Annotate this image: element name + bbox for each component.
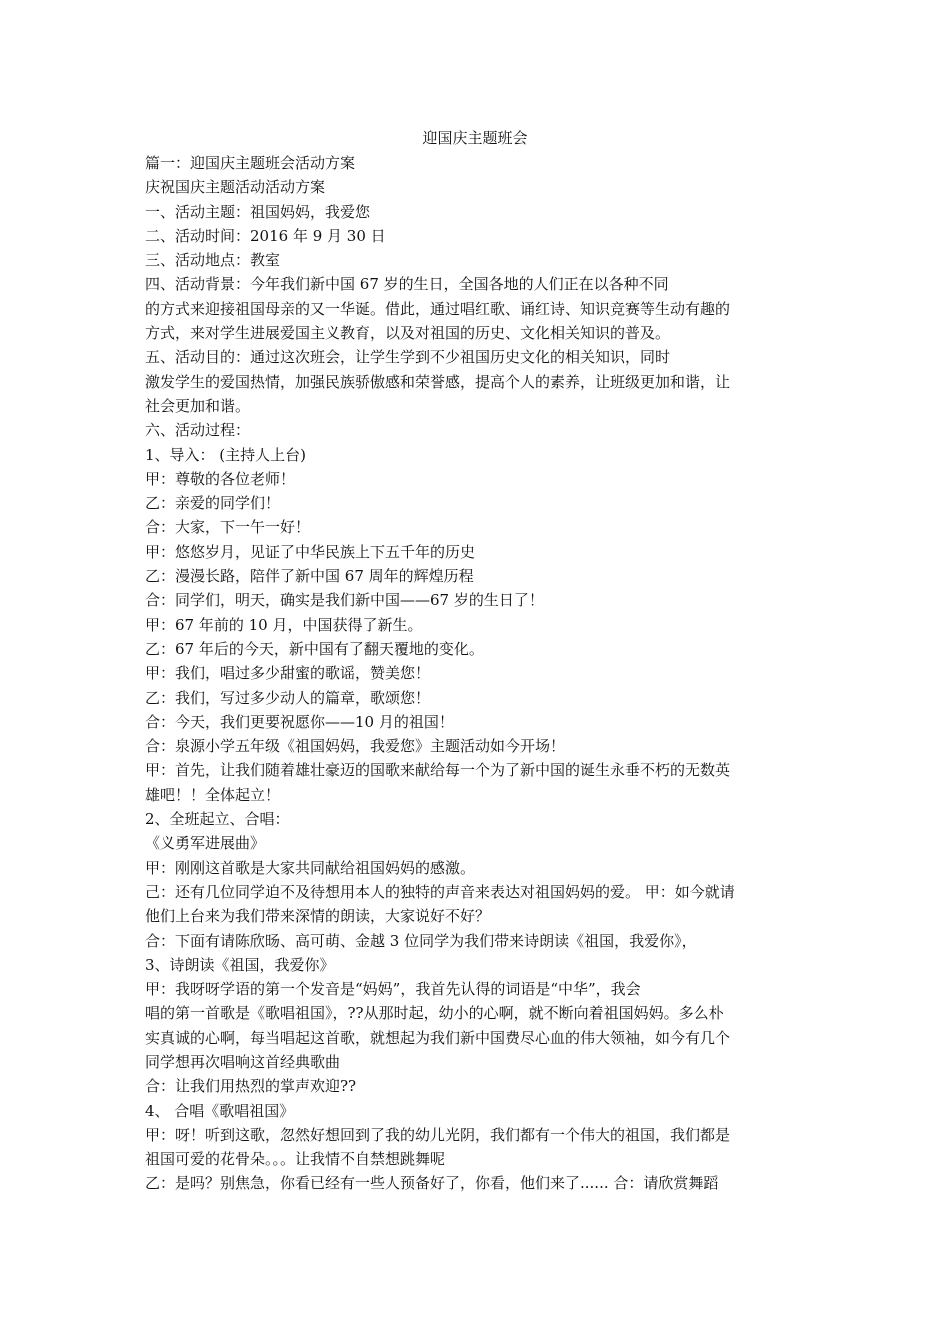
text-line: 乙：亲爱的同学们！ xyxy=(145,494,281,513)
text-line: 合：同学们，明天，确实是我们新中国——67 岁的生日了！ xyxy=(145,591,544,610)
text-line: 己：还有几位同学迫不及待想用本人的独特的声音来表达对祖国妈妈的爱。 甲：如今就请 xyxy=(145,882,735,901)
text-line: 甲：刚刚这首歌是大家共同献给祖国妈妈的感激。 xyxy=(145,858,476,877)
text-line: 方式，来对学生进展爱国主义教育，以及对祖国的历史、文化相关知识的普及。 xyxy=(145,324,671,343)
text-line: 4、 合唱《歌唱祖国》 xyxy=(145,1101,295,1120)
text-line: 甲：悠悠岁月，见证了中华民族上下五千年的历史 xyxy=(145,542,476,561)
text-line: 四、活动背景：今年我们新中国 67 岁的生日，全国各地的人们正在以各种不同 xyxy=(145,275,669,294)
text-line: 甲：67 年前的 10 月，中国获得了新生。 xyxy=(145,615,423,634)
text-line: 3、诗朗读《祖国，我爱你》 xyxy=(145,955,335,974)
text-line: 合：让我们用热烈的掌声欢迎?? xyxy=(145,1077,357,1096)
text-line: 2、全班起立、合唱： xyxy=(145,810,290,829)
text-line: 篇一：迎国庆主题班会活动方案 xyxy=(145,154,356,172)
text-line: 甲：呀！听到这歌，忽然好想回到了我的幼儿光阴，我们都有一个伟大的祖国，我们都是 xyxy=(145,1125,731,1144)
text-line: 二、活动时间：2016 年 9 月 30 日 xyxy=(145,226,386,245)
text-line: 甲：我们，唱过多少甜蜜的歌谣，赞美您！ xyxy=(145,664,431,683)
text-line: 六、活动过程： xyxy=(145,421,251,440)
text-line: 祖国可爱的花骨朵。。。让我情不自禁想跳舞呢 xyxy=(145,1150,446,1169)
text-line: 唱的第一首歌是《歌唱祖国》，??从那时起，幼小的心啊，就不断向着祖国妈妈。多么朴 xyxy=(145,1004,724,1023)
text-line: 乙：是吗？别焦急，你看已经有一些人预备好了，你看，他们来了...... 合：请欣赏舞蹈 xyxy=(145,1174,719,1193)
text-line: 合：大家，下一午一好！ xyxy=(145,518,311,537)
text-line: 乙：我们，写过多少动人的篇章，歌颂您！ xyxy=(145,688,431,707)
text-line: 雄吧！！全体起立！ xyxy=(145,785,281,804)
text-line: 《义勇军进展曲》 xyxy=(145,834,266,853)
text-line: 五、活动目的：通过这次班会，让学生学到不少祖国历史文化的相关知识，同时 xyxy=(145,348,671,367)
text-line: 一、活动主题：祖国妈妈，我爱您 xyxy=(145,202,371,221)
text-line: 的方式来迎接祖国母亲的又一华诞。借此，通过唱红歌、诵红诗、知识竞赛等生动有趣的 xyxy=(145,299,731,318)
text-line: 甲：首先，让我们随着雄壮豪迈的国歌来献给每一个为了新中国的诞生永垂不朽的无数英 xyxy=(145,761,731,780)
text-line: 合：今天，我们更要祝愿你——10 月的祖国！ xyxy=(145,712,454,731)
text-line: 社会更加和谐。 xyxy=(145,396,251,415)
text-line: 庆祝国庆主题活动活动方案 xyxy=(145,178,326,197)
text-line: 乙：67 年后的今天，新中国有了翻天覆地的变化。 xyxy=(145,639,484,658)
text-line: 1、导入： (主持人上台) xyxy=(145,445,307,464)
text-line: 合：下面有请陈欣旸、高可萌、金越 3 位同学为我们带来诗朗读《祖国，我爱你》， xyxy=(145,931,697,950)
document-title: 迎国庆主题班会 xyxy=(422,129,528,147)
document-body xyxy=(145,151,813,1196)
text-line: 甲：尊敬的各位老师！ xyxy=(145,469,296,488)
text-line: 激发学生的爱国热情，加强民族骄傲感和荣誉感，提高个人的素养，让班级更加和谐，让 xyxy=(145,372,731,391)
text-line: 甲：我呀呀学语的第一个发音是“妈妈”，我首先认得的词语是“中华”，我会 xyxy=(145,980,641,999)
text-line: 三、活动地点：教室 xyxy=(145,251,281,270)
text-line: 实真诚的心啊，每当唱起这首歌，就想起为我们新中国费尽心血的伟大领袖，如今有几个 xyxy=(145,1028,731,1047)
text-line: 合：泉源小学五年级《祖国妈妈，我爱您》主题活动如今开场！ xyxy=(145,737,566,756)
text-line: 乙：漫漫长路，陪伴了新中国 67 周年的辉煌历程 xyxy=(145,567,474,586)
text-line: 同学想再次唱响这首经典歌曲 xyxy=(145,1052,341,1071)
text-line: 他们上台来为我们带来深情的朗读，大家说好不好？ xyxy=(145,907,491,926)
